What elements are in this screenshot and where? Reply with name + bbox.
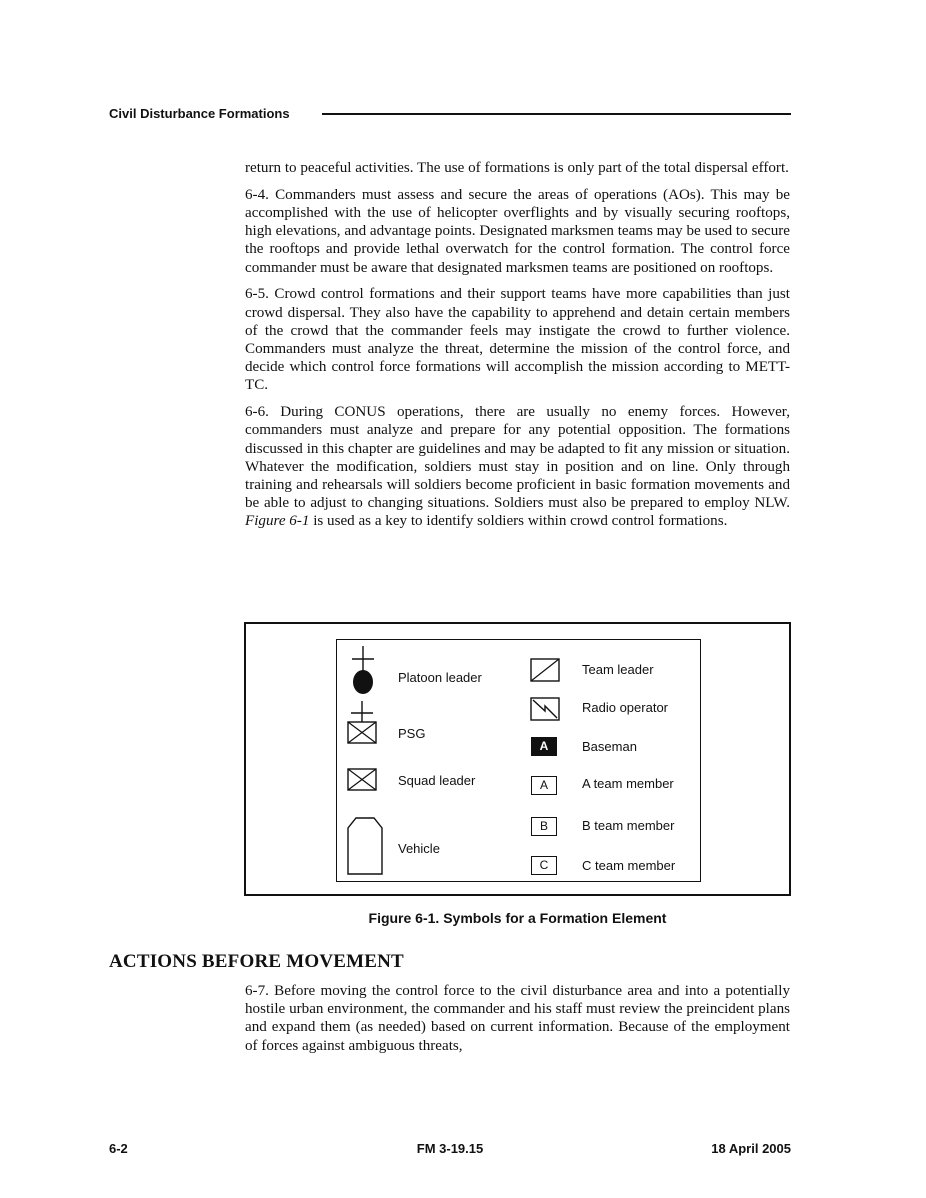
paragraph-6-6-text: 6-6. During CONUS operations, there are usually no enemy forces. However, commanders must analyze and prepare for any potential opposition. The formations discussed in this chapter are guidelines and may be adapted to fit any mission or situation. Whatever the modification, soldiers must stay in position and on line. Only through training and rehearsals will soldiers become proficient in basic formation movements and be able to adjust to changing situations. Soldiers must also be prepared to employ NLW.	[245, 404, 790, 512]
footer-page-number: 6-2	[109, 1141, 128, 1156]
baseman-icon: A	[531, 737, 557, 756]
a-team-member-label: A team member	[582, 776, 674, 791]
baseman-label: Baseman	[582, 739, 637, 754]
radio-operator-icon	[530, 697, 560, 721]
figure-caption: Figure 6-1. Symbols for a Formation Element	[368, 910, 667, 926]
c-team-member-label: C team member	[582, 858, 676, 873]
paragraph-6-6-tail: is used as a key to identify soldiers within crowd control formations.	[309, 513, 728, 530]
squad-leader-label: Squad leader	[398, 773, 476, 788]
figure-6-1	[244, 622, 791, 896]
running-header	[109, 106, 791, 122]
page-footer	[109, 1141, 791, 1157]
header-rule	[322, 113, 791, 115]
platoon-leader-icon	[349, 645, 377, 695]
paragraph-continuation: return to peaceful activities. The use of formations is only part of the total dispersal effort.	[245, 160, 789, 176]
vehicle-icon	[346, 816, 384, 876]
radio-operator-label: Radio operator	[582, 700, 668, 715]
team-leader-label: Team leader	[582, 662, 654, 677]
paragraph-6-7: 6-7. Before moving the control force to the civil disturbance area and into a potentially hostile urban environment, the commander and his staff must review the preincident plans and expand them (as needed) based on current information. Because of the employment of forces against ambiguous threats,	[245, 983, 790, 1054]
symbol-legend	[336, 639, 701, 882]
squad-leader-icon	[346, 767, 378, 792]
vehicle-label: Vehicle	[398, 841, 440, 856]
c-team-member-icon: C	[531, 856, 557, 875]
paragraph-6-5: 6-5. Crowd control formations and their support teams have more capabilities than just crowd dispersal. They also have the capability to apprehend and detain certain members of the crowd that the commander feels may instigate the crowd to further violence. Commanders must analyze the threat, determine the mission of the control force, and decide which control force formations will accomplish the mission according to METT-TC.	[245, 286, 790, 394]
a-team-member-icon: A	[531, 776, 557, 795]
team-leader-icon	[530, 658, 560, 682]
footer-document-id: FM 3-19.15	[416, 1141, 484, 1156]
header-title: Civil Disturbance Formations	[109, 106, 290, 121]
b-team-member-label: B team member	[582, 818, 675, 833]
section-heading: ACTIONS BEFORE MOVEMENT	[109, 951, 404, 972]
figure-reference: Figure 6-1	[245, 513, 310, 530]
footer-date: 18 April 2005	[711, 1141, 791, 1156]
b-team-member-icon: B	[531, 817, 557, 836]
paragraph-6-4: 6-4. Commanders must assess and secure the areas of operations (AOs). This may be accomplished with the use of helicopter overflights and by visually securing rooftops, high elevations, and advantage points. Designated marksmen teams may be used to secure the rooftops and provide lethal overwatch for the control formation. The control force commander must be aware that designated marksmen teams are positioned on rooftops.	[245, 186, 790, 276]
section-body-text	[245, 982, 790, 1055]
body-text	[245, 159, 790, 539]
platoon-leader-label: Platoon leader	[398, 670, 482, 685]
psg-icon	[346, 700, 378, 746]
paragraph-6-6	[245, 403, 790, 530]
psg-label: PSG	[398, 726, 426, 741]
